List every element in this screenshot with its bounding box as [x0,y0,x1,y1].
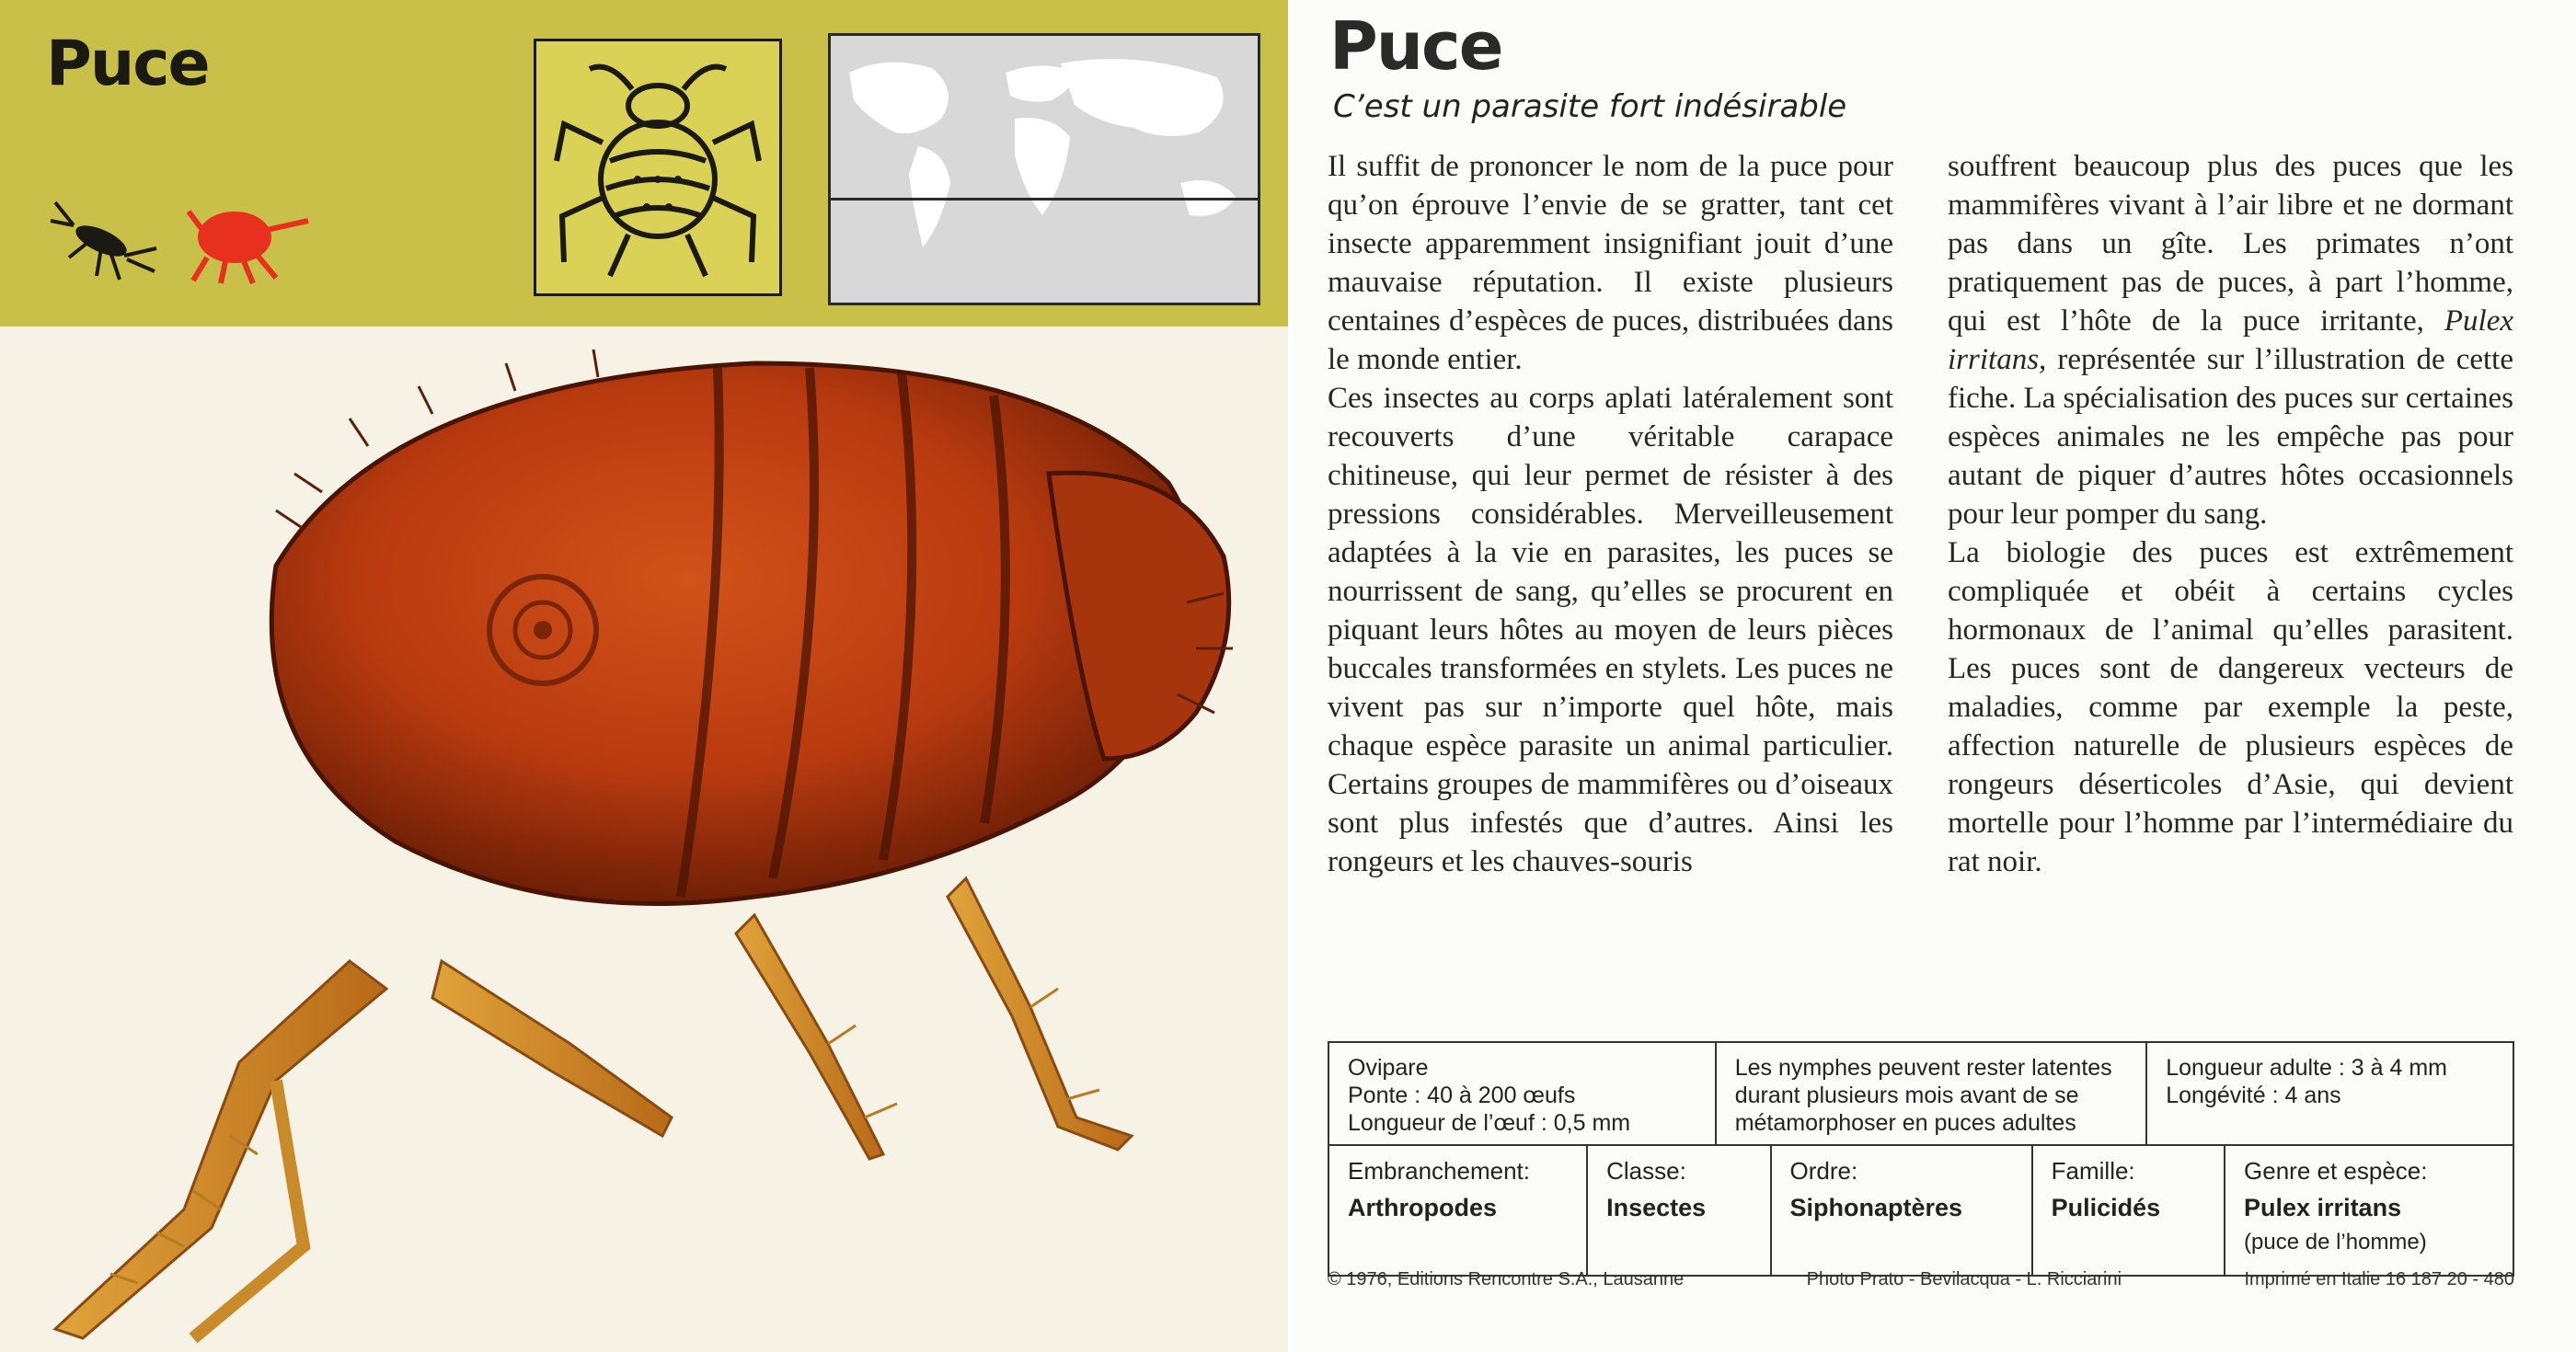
paragraph [1948,147,2513,533]
world-map-icon [831,36,1258,303]
classe-label: Classe: [1606,1157,1686,1185]
ordre-label: Ordre: [1789,1157,1858,1185]
ordre-cell [1770,1146,2031,1275]
flea-photo [0,327,1288,1352]
famille-value: Pulicidés [2051,1194,2161,1221]
text-column-2 [1948,147,2513,881]
paragraph-text: représentée sur l’illustration de cette fiche. La spécialisation des puces sur certaines espèces animales ne les empêche pas pour autant de piquer d’autres hôtes occasionnels pour leur pomper du sang. [1948,343,2513,531]
longevity-line: Longévité : 4 ans [2166,1083,2341,1108]
world-map [828,33,1260,305]
page-subtitle: C’est un parasite fort indésirable [1333,88,1847,125]
size-line: Longueur adulte : 3 à 4 mm [2166,1055,2447,1081]
text-column-1 [1328,147,1893,881]
ordre-value: Siphonaptères [1789,1194,1963,1221]
classe-value: Insectes [1606,1194,1707,1221]
embranchement-label: Embranchement: [1348,1157,1530,1185]
genre-value: Pulex irritans [2244,1194,2402,1221]
genre-cell [2224,1146,2513,1275]
mite-icon [184,193,313,285]
beetle-icon [46,184,166,285]
flea-symbol-icon [536,41,779,293]
embranchement-value: Arthropodes [1348,1194,1497,1221]
size-cell [2145,1043,2513,1144]
repro-line: Ovipare [1348,1055,1429,1081]
flea-symbol-box [534,39,782,296]
info-table [1328,1041,2514,1277]
copyright: © 1976, Editions Rencontre S.A., Lausanne [1328,1269,1685,1289]
embranchement-cell [1329,1146,1586,1275]
repro-line: Longueur de l’œuf : 0,5 mm [1348,1110,1631,1136]
footer [1328,1269,2514,1290]
classe-cell [1586,1146,1769,1275]
card-title: Puce [46,28,209,100]
info-row-taxonomy [1329,1146,2513,1275]
species-name: Pulex irritans, [1948,304,2513,376]
paragraph: Ces insectes au corps aplati latéralement sont recouverts d’une véritable carapace chitineuse, qui leur permet de résister à des pressions considérables. Merveilleusement adaptées à la vie en parasites, les puces se nourrissent de sang, qu’elles se procurent en piquant leurs hôtes au moyen de leurs pièces buccales transformées en stylets. Les puces ne vivent pas sur n’importe quel hôte, mais chaque espèce parasite un animal particulier. Certains groupes de mammifères ou d’oiseaux sont plus infestés que d’autres. Ainsi les rongeurs et les chauves-souris [1328,382,1893,878]
famille-label: Famille: [2051,1157,2135,1185]
paragraph: La biologie des puces est extrêmement compliquée et obéit à certains cycles hormonaux de l’animal qu’elles parasitent. Les puces sont de dangereux vecteurs de maladies, comme par exemple la peste, affection naturelle de plusieurs espèces de rongeurs déserticoles d’Asie, qui devient mortelle pour l’homme par l’intermédiaire du rat noir. [1948,536,2513,878]
repro-line: Ponte : 40 à 200 œufs [1348,1083,1576,1108]
famille-cell [2031,1146,2224,1275]
map-divider [831,198,1258,201]
genre-note: (puce de l’homme) [2244,1230,2427,1255]
nymph-cell: Les nymphes peuvent rester latentes durant plusieurs mois avant de se métamorphoser en puces adultes [1715,1043,2146,1144]
paragraph: Il suffit de prononcer le nom de la puce pour qu’on éprouve l’envie de se gratter, tant cet insecte apparemment insignifiant jouit d’une mauvaise réputation. Il existe plusieurs centaines d’espèces de puces, distribuées dans le monde entier. [1328,150,1893,376]
photo-credit: Photo Prato - Bevilacqua - L. Ricciarini [1806,1269,2122,1289]
text-card [1293,0,2576,1352]
genre-label: Genre et espèce: [2244,1157,2428,1185]
print-info: Imprimé en Italie 16 187 20 - 480 [2244,1269,2514,1289]
info-row-biology [1329,1043,2513,1146]
reproduction-cell [1329,1043,1715,1144]
page-title: Puce [1329,7,1502,85]
paragraph-text: souffrent beaucoup plus des puces que les mammifères vivant à l’air libre et ne dormant pas dans un gîte. Les primates n’ont pratiquement pas de puces, à part l’homme, qui est l’hôte de la puce irritante, [1948,150,2513,338]
